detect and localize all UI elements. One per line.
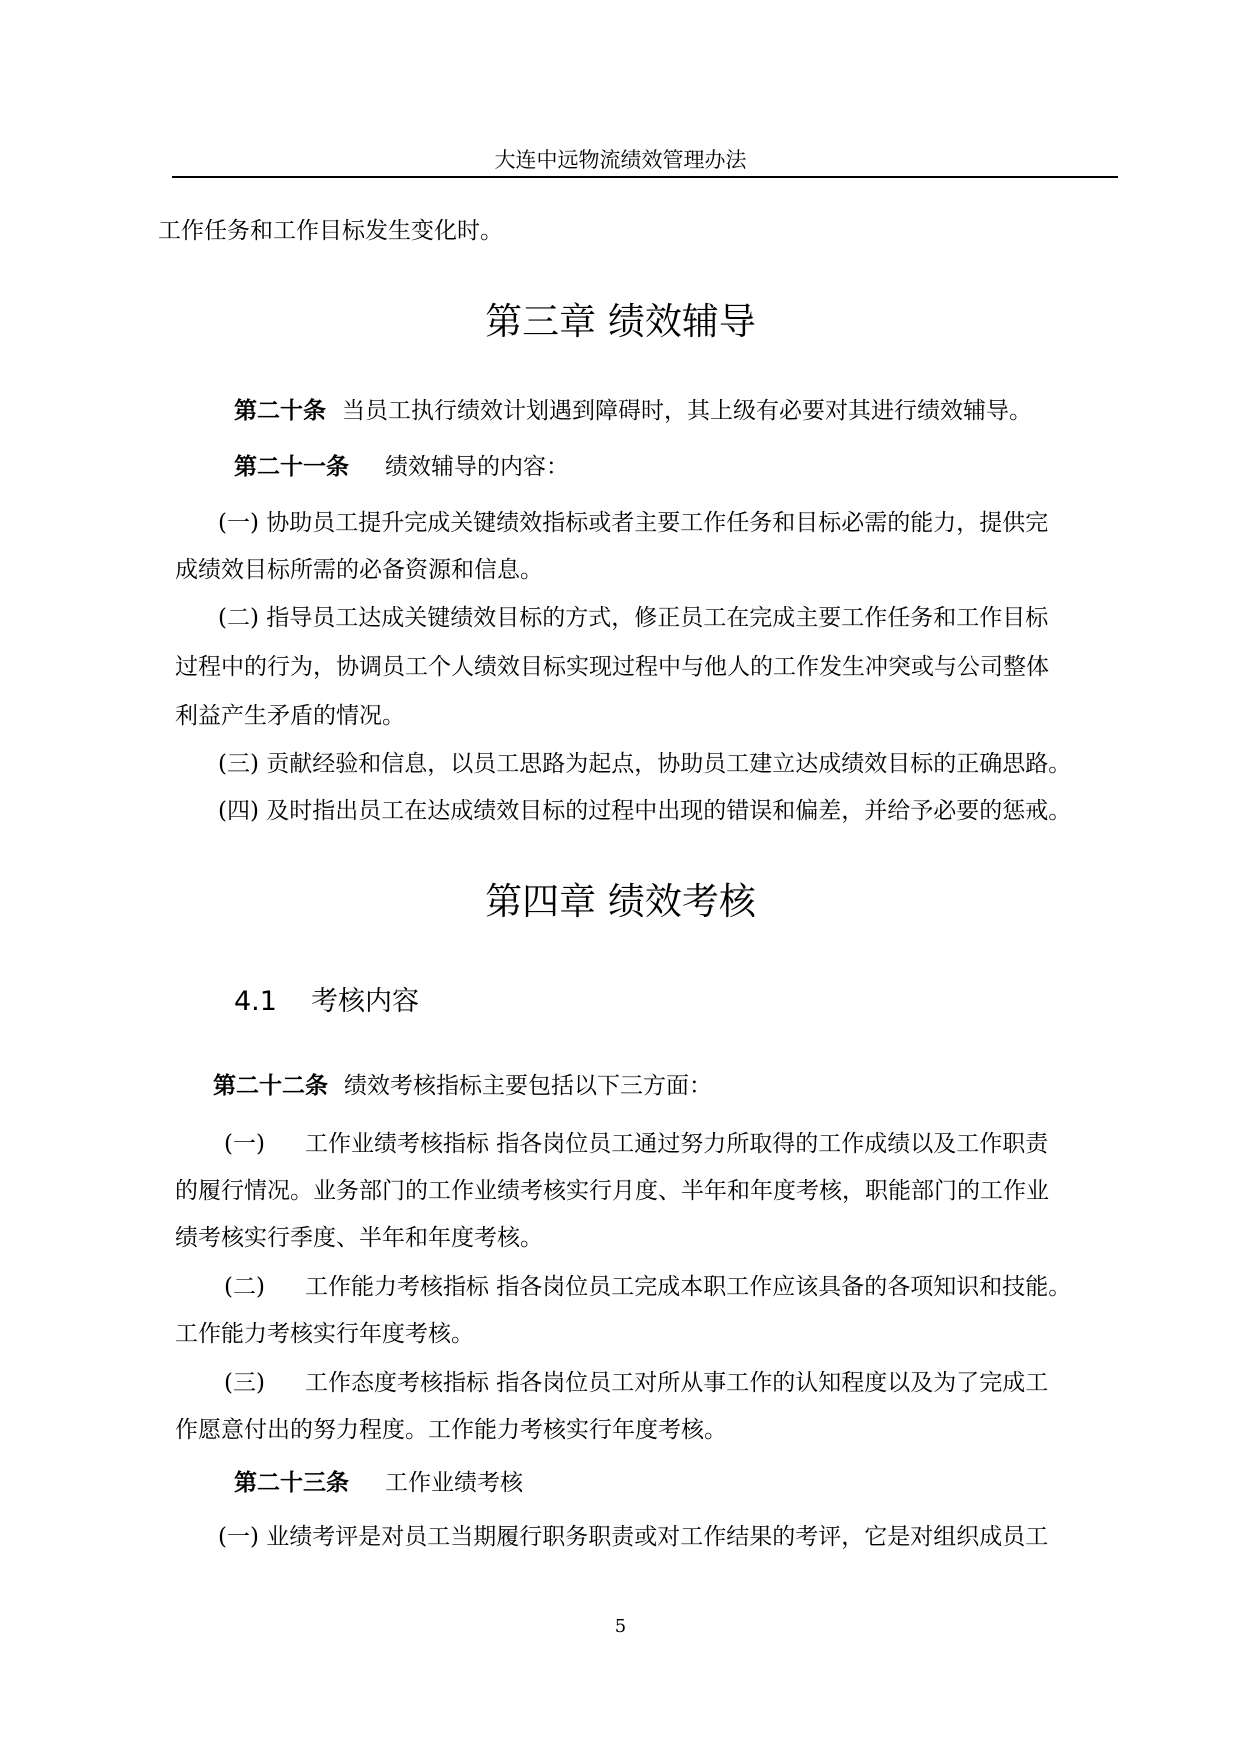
art22-item-2-text: 工作能力考核指标 指各岗位员工完成本职工作应该具备的各项知识和技能。 <box>304 1274 1072 1300</box>
art22-item-1-line-3: 绩考核实行季度、半年和年度考核。 <box>175 1225 543 1251</box>
art22-item-2-line-2: 工作能力考核实行年度考核。 <box>175 1321 474 1347</box>
article-21-label: 第二十一条 <box>234 454 349 480</box>
ch3-item-4-line-1: (四) 及时指出员工在达成绩效目标的过程中出现的错误和偏差，并给予必要的惩戒。 <box>218 798 1072 824</box>
art22-item-3-line-2: 作愿意付出的努力程度。工作能力考核实行年度考核。 <box>175 1417 727 1443</box>
art22-item-1-text: 工作业绩考核指标 指各岗位员工通过努力所取得的工作成绩以及工作职责 <box>304 1131 1049 1157</box>
art22-item-2-marker: (二) <box>224 1274 265 1300</box>
ch3-item-2-line-2: 过程中的行为，协调员工个人绩效目标实现过程中与他人的工作发生冲突或与公司整体 <box>175 654 1049 680</box>
ch3-item-3-line-1: (三) 贡献经验和信息，以员工思路为起点，协助员工建立达成绩效目标的正确思路。 <box>218 751 1072 777</box>
section-4-1 <box>234 986 419 1018</box>
article-21-text: 绩效辅导的内容： <box>385 454 569 480</box>
page-number: 5 <box>614 1616 627 1637</box>
article-22 <box>213 1071 712 1101</box>
art23-item-1-line-1: (一) 业绩考评是对员工当期履行职务职责或对工作结果的考评，它是对组织成员工 <box>218 1524 1049 1550</box>
ch3-item-1-line-1: (一) 协助员工提升完成关键绩效指标或者主要工作任务和目标必需的能力，提供完 <box>218 510 1049 536</box>
article-23-text: 工作业绩考核 <box>385 1470 523 1496</box>
art22-item-3-marker: (三) <box>224 1370 265 1396</box>
article-20-label: 第二十条 <box>234 398 326 424</box>
ch3-item-1-line-2: 成绩效目标所需的必备资源和信息。 <box>175 557 543 583</box>
chapter-4-title: 第四章 绩效考核 <box>485 880 756 923</box>
article-22-label: 第二十二条 <box>213 1073 328 1099</box>
art22-item-2-line-1 <box>224 1272 1071 1302</box>
article-20-text: 当员工执行绩效计划遇到障碍时，其上级有必要对其进行绩效辅导。 <box>342 398 1032 424</box>
continuation-line: 工作任务和工作目标发生变化时。 <box>158 218 503 244</box>
running-header: 大连中远物流绩效管理办法 <box>494 148 747 172</box>
section-title: 考核内容 <box>310 986 419 1017</box>
article-20 <box>234 396 1032 426</box>
article-21 <box>234 452 569 482</box>
art22-item-3-text: 工作态度考核指标 指各岗位员工对所从事工作的认知程度以及为了完成工 <box>304 1370 1049 1396</box>
chapter-3-title: 第三章 绩效辅导 <box>485 300 756 343</box>
art22-item-1-line-1 <box>224 1129 1048 1159</box>
section-number: 4.1 <box>234 986 277 1017</box>
art22-item-3-line-1 <box>224 1368 1048 1398</box>
article-23-label: 第二十三条 <box>234 1470 349 1496</box>
art22-item-1-line-2: 的履行情况。业务部门的工作业绩考核实行月度、半年和年度考核，职能部门的工作业 <box>175 1178 1049 1204</box>
ch3-item-2-line-1: (二) 指导员工达成关键绩效目标的方式，修正员工在完成主要工作任务和工作目标 <box>218 605 1049 631</box>
header-rule <box>172 176 1118 178</box>
ch3-item-2-line-3: 利益产生矛盾的情况。 <box>175 703 405 729</box>
article-23 <box>234 1468 523 1498</box>
art22-item-1-marker: (一) <box>224 1131 265 1157</box>
article-22-text: 绩效考核指标主要包括以下三方面： <box>344 1073 712 1099</box>
